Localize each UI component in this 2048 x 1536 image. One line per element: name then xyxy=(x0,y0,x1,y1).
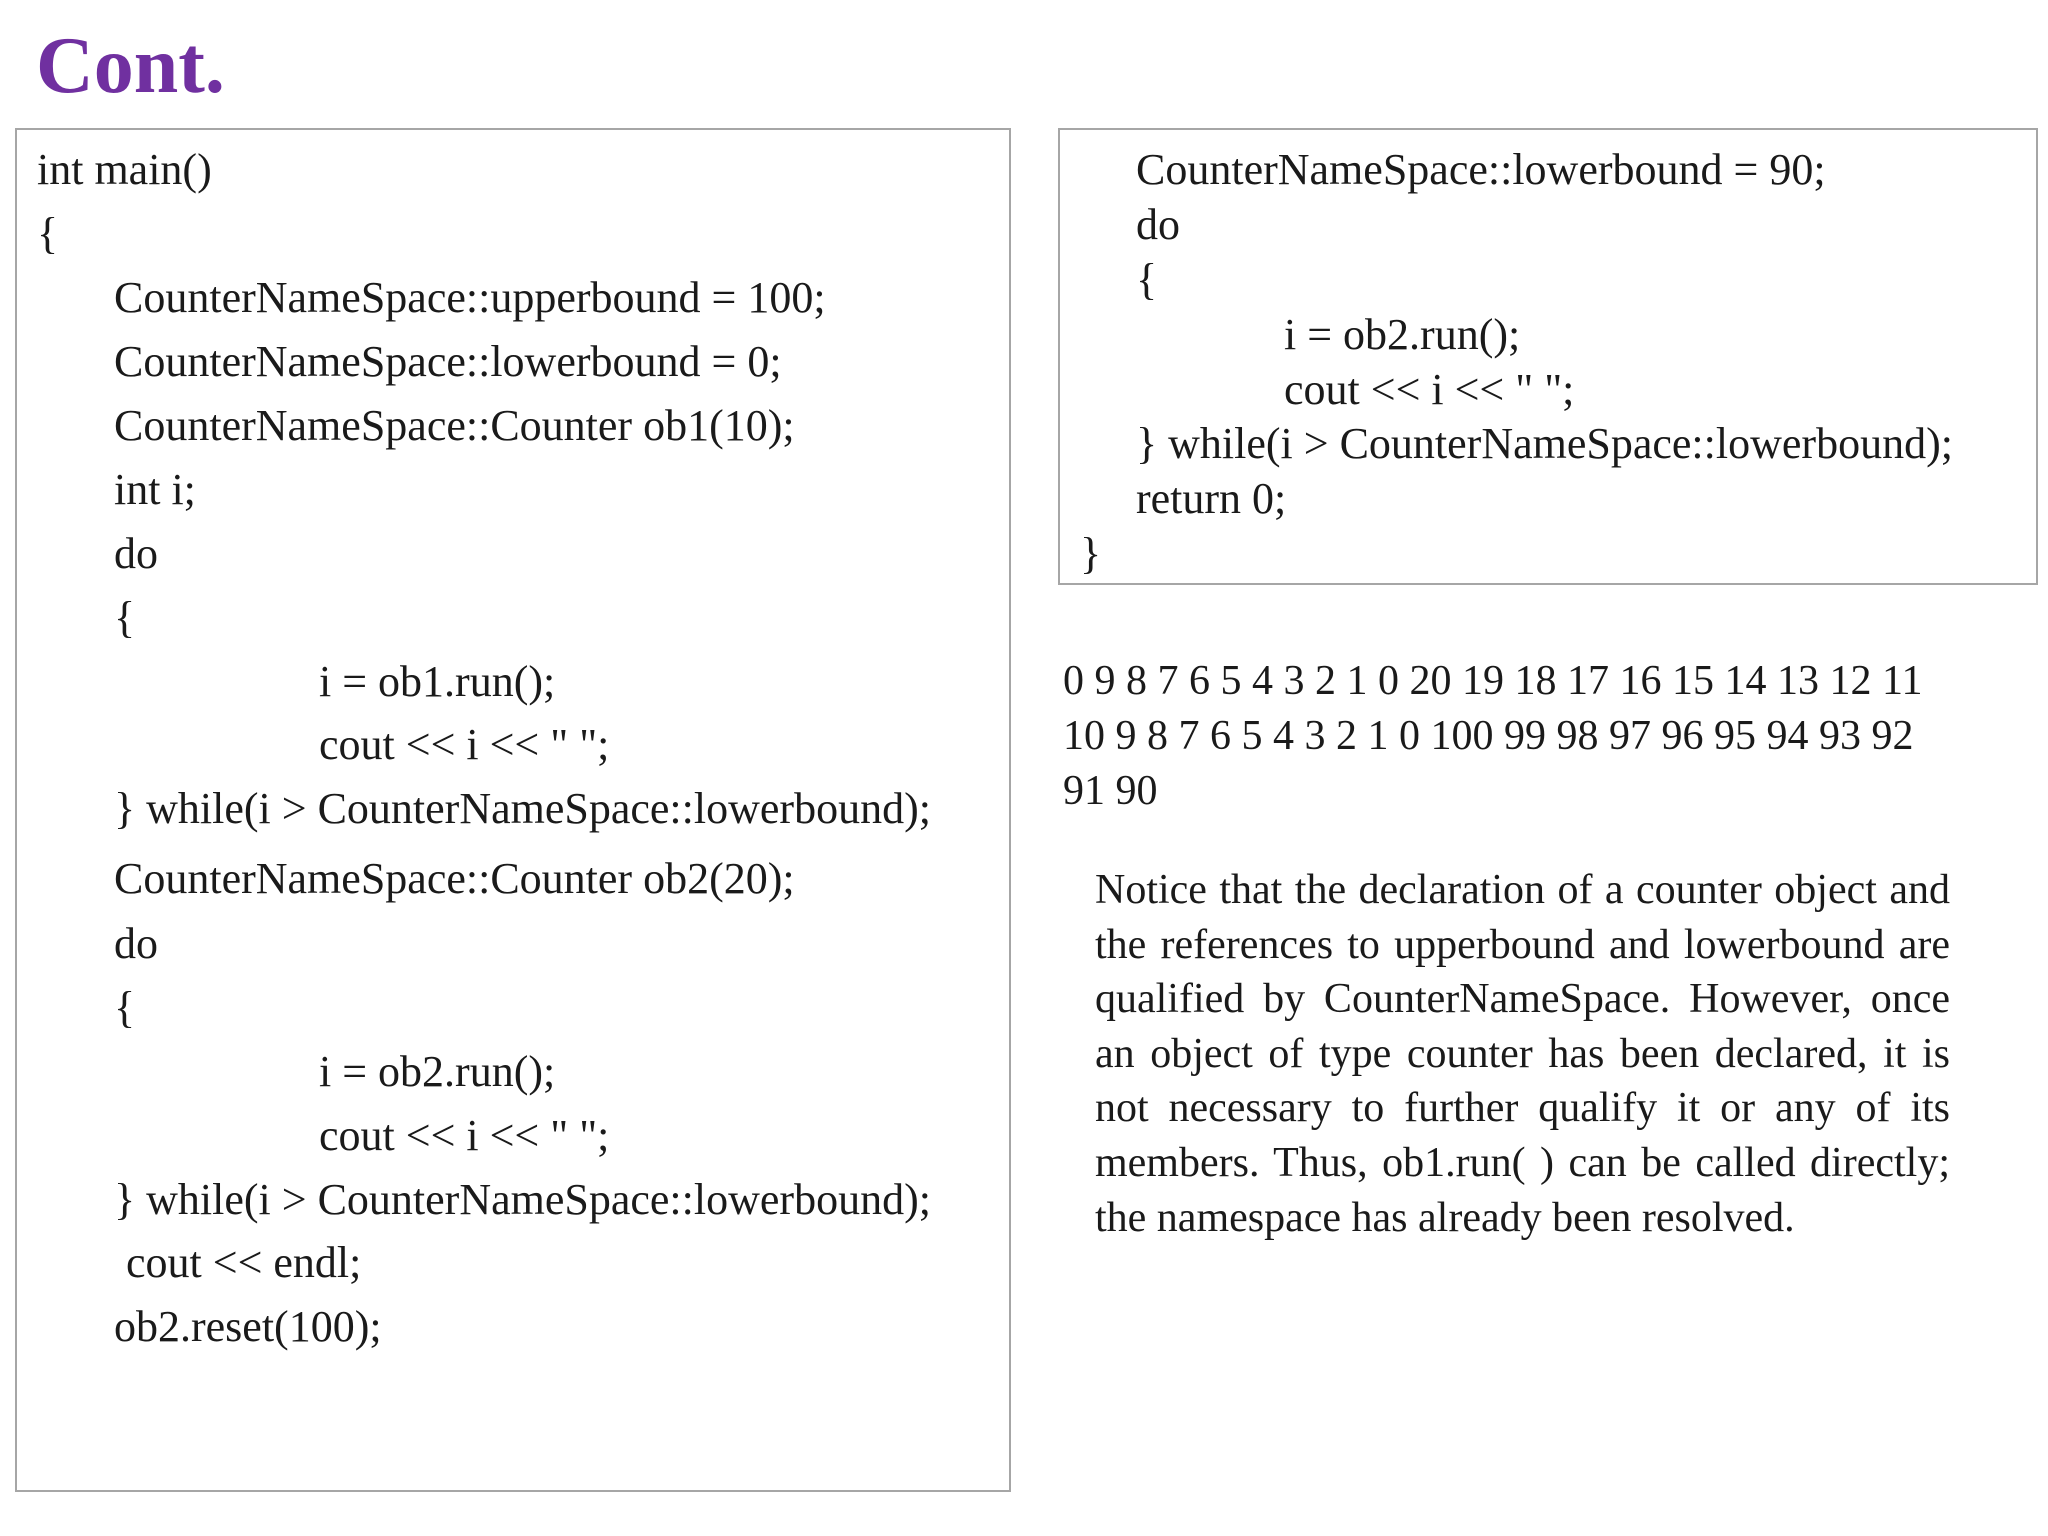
code-line: { xyxy=(37,209,59,258)
code-line: ob2.reset(100); xyxy=(114,1302,382,1351)
code-line: CounterNameSpace::lowerbound = 90; xyxy=(1136,145,1826,194)
code-line: do xyxy=(114,529,158,578)
code-line: CounterNameSpace::Counter ob2(20); xyxy=(114,854,795,903)
code-line: return 0; xyxy=(1136,474,1287,523)
code-line: do xyxy=(1136,200,1180,249)
code-line: CounterNameSpace::Counter ob1(10); xyxy=(114,401,795,450)
code-line: } while(i > CounterNameSpace::lowerbound); xyxy=(1136,419,1953,468)
code-line: cout << i << " "; xyxy=(1284,365,1575,414)
code-line: i = ob2.run(); xyxy=(319,1047,556,1096)
code-line: i = ob2.run(); xyxy=(1284,310,1521,359)
slide-title: Cont. xyxy=(36,22,225,110)
code-line: } while(i > CounterNameSpace::lowerbound); xyxy=(114,1175,931,1224)
code-line: { xyxy=(1136,255,1158,304)
code-line: i = ob1.run(); xyxy=(319,657,556,706)
program-output: 0 9 8 7 6 5 4 3 2 1 0 20 19 18 17 16 15 14 13 12 11 10 9 8 7 6 5 4 3 2 1 0 100 99 98 97 96 95 94 93 92 91 90 xyxy=(1063,658,1923,814)
code-line: CounterNameSpace::upperbound = 100; xyxy=(114,273,826,322)
code-line: cout << i << " "; xyxy=(319,1111,610,1160)
code-line: cout << i << " "; xyxy=(319,720,610,769)
code-line: } while(i > CounterNameSpace::lowerbound); xyxy=(114,784,931,833)
code-line: { xyxy=(114,593,136,642)
code-line: } xyxy=(1080,529,1102,578)
code-line: cout << endl; xyxy=(126,1238,362,1287)
code-line: do xyxy=(114,919,158,968)
code-line: CounterNameSpace::lowerbound = 0; xyxy=(114,337,782,386)
code-line: int i; xyxy=(114,465,196,514)
explanation-note: Notice that the declaration of a counter object and the references to upperbound and lowerbound are qualified by CounterNameSpace. However, once an object of type counter has been declared, it is not necessary to further qualify it or any of its members. Thus, ob1.run( ) can be called directly; the namespace has already been resolved. xyxy=(1095,867,1950,1241)
code-line: int main() xyxy=(37,145,212,194)
code-line: { xyxy=(114,983,136,1032)
